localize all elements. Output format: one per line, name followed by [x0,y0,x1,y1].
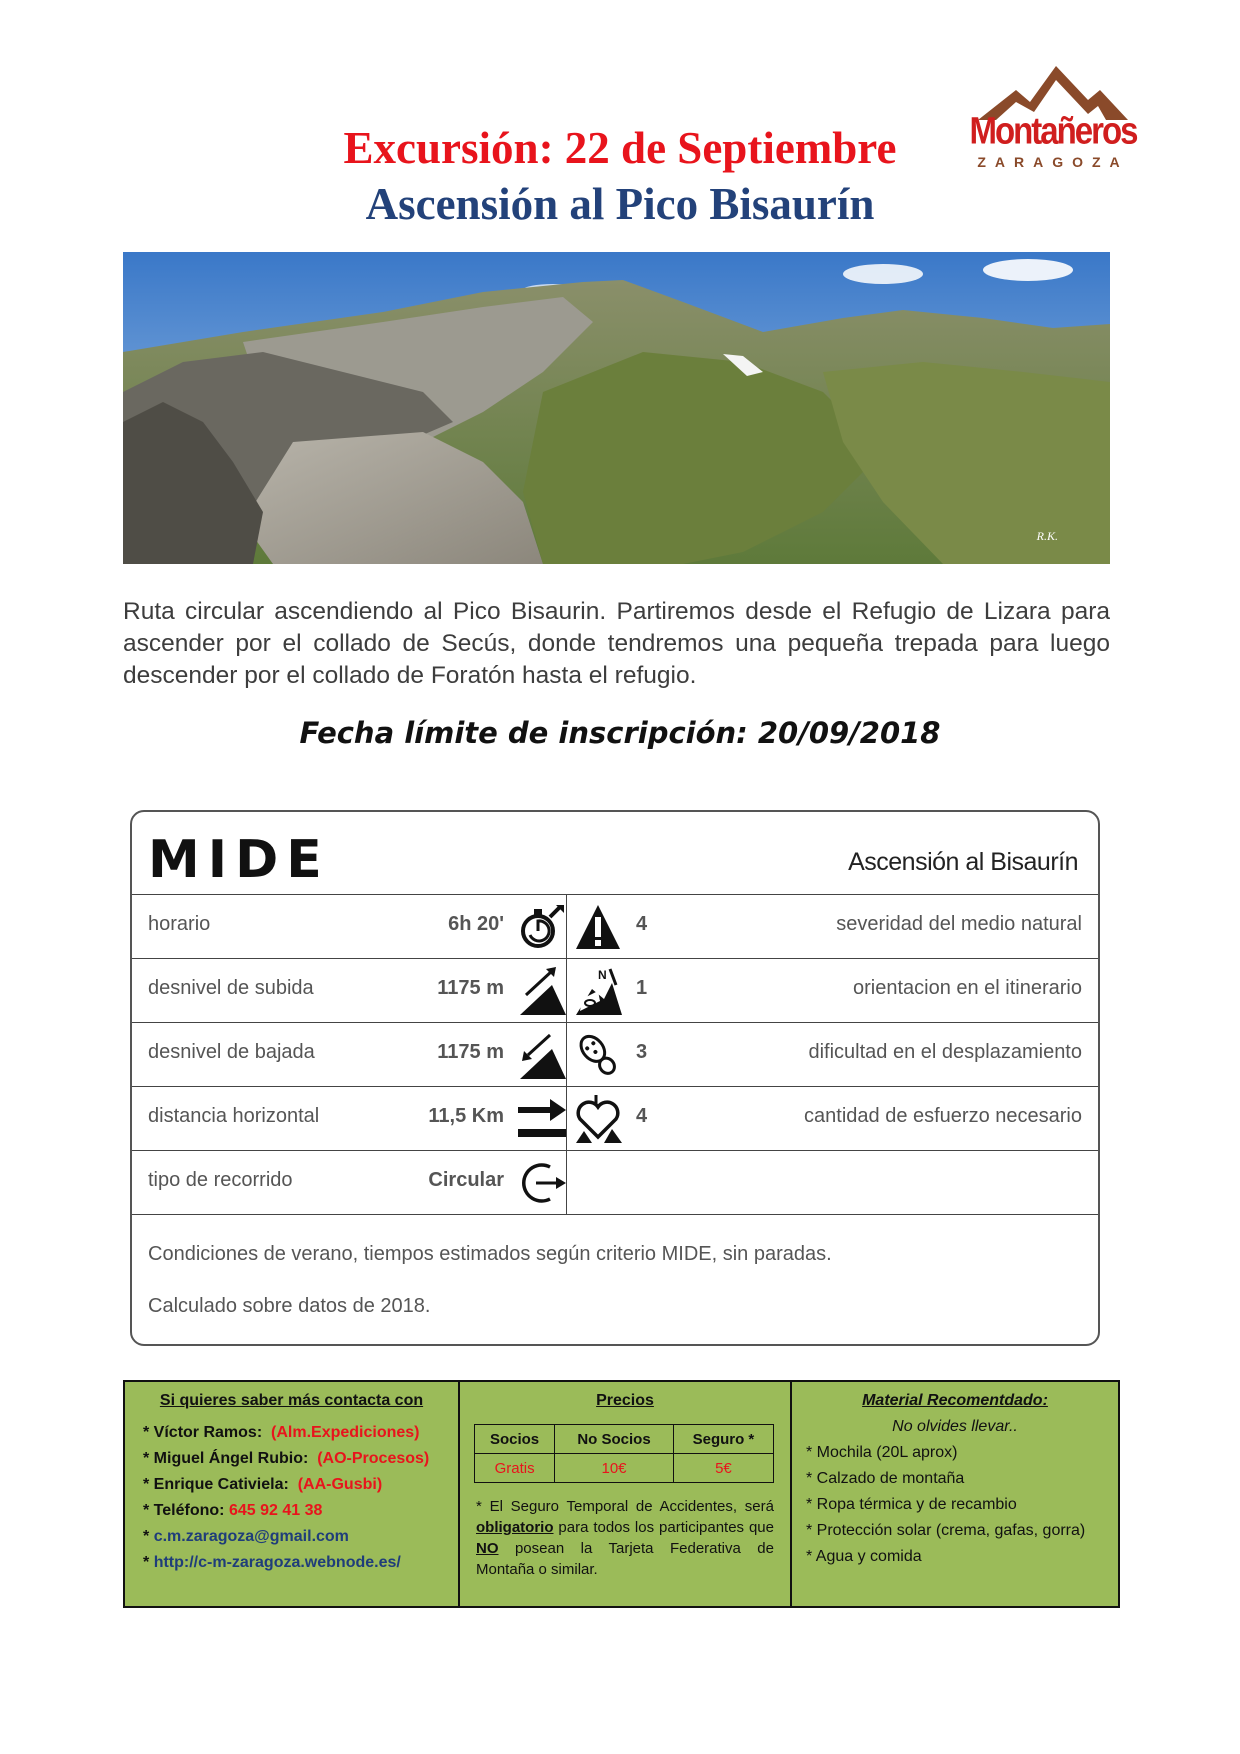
material-heading: Material Recomentdado: [862,1392,1048,1409]
registration-deadline: Fecha límite de inscripción: 20/09/2018 [299,716,941,750]
mountain-photo [123,252,1110,564]
material-item: * Mochila (20L aprox) [806,1444,958,1461]
mide-row [132,1022,1098,1087]
mide-value: 1175 m [437,977,504,999]
mide-right-label: orientacion en el itinerario [852,977,1082,999]
contact-heading: Si quieres saber más contacta con [159,1392,424,1409]
mide-panel [130,810,1100,1346]
mide-label: horario [148,913,211,935]
distance-arrow-icon [516,1093,568,1145]
contact-email[interactable]: * c.m.zaragoza@gmail.com [143,1528,349,1545]
price-value: Gratis [475,1454,555,1483]
price-value: 5€ [673,1454,773,1483]
material-item: * Agua y comida [806,1548,922,1565]
mide-value: Circular [428,1169,504,1191]
logo-city: ZARAGOZA [977,154,1129,170]
contact-person: * Víctor Ramos: (Alm.Expediciones) [143,1424,420,1441]
mide-value: 1175 m [437,1041,504,1063]
contact-web-link[interactable]: * http://c-m-zaragoza.webnode.es/ [143,1554,401,1571]
prices-column [460,1382,792,1606]
mide-score: 4 [636,1105,648,1127]
mide-note: Condiciones de verano, tiempos estimados según criterio MIDE, sin paradas. [148,1243,832,1265]
price-header: Socios [475,1425,555,1454]
material-column [792,1382,1118,1606]
mide-value: 6h 20' [448,913,504,935]
photo-credit: R.K. [1036,529,1058,543]
mide-label: distancia horizontal [148,1105,320,1127]
prices-heading: Precios [596,1392,654,1409]
descent-icon [516,1029,568,1081]
mide-row [132,1150,1098,1215]
mide-label: desnivel de bajada [148,1041,315,1063]
material-item: * Protección solar (crema, gafas, gorra) [806,1522,1086,1539]
compass-map-icon [572,965,624,1017]
heart-effort-icon [572,1093,624,1145]
contact-column [125,1382,460,1606]
mide-score: 3 [636,1041,648,1063]
mide-note: Calculado sobre datos de 2018. [148,1295,431,1317]
material-subheading: No olvides llevar.. [892,1418,1018,1435]
contact-person: * Miguel Ángel Rubio: (AO-Procesos) [143,1450,430,1467]
ascent-icon [516,965,568,1017]
prices-table [474,1424,774,1483]
mide-row [132,958,1098,1023]
footprint-icon [572,1029,624,1081]
mide-right-label: severidad del medio natural [836,913,1082,935]
page-title: Excursión: 22 de Septiembre [343,123,897,173]
mide-label: tipo de recorrido [148,1169,293,1191]
circular-route-icon [516,1157,568,1209]
stopwatch-icon [516,901,568,953]
mide-row [132,1086,1098,1151]
price-header: Seguro * [673,1425,773,1454]
material-item: * Calzado de montaña [806,1470,965,1487]
mide-notes [132,1214,1098,1346]
logo-name: Montañeros [969,109,1137,152]
page-subtitle: Ascensión al Pico Bisaurín [365,179,875,229]
price-header: No Socios [555,1425,674,1454]
insurance-note: * El Seguro Temporal de Accidentes, será obligatorio para todos los participantes que NO posean la Tarjeta Federativa de Montaña o similar. [476,1498,774,1578]
club-logo [968,62,1138,172]
contact-person: * Enrique Cativiela: (AA-Gusbi) [143,1476,383,1493]
route-description: Ruta circular ascendiendo al Pico Bisaurin. Partiremos desde el Refugio de Lizara para ascender por el collado de Secús, donde tendremos una pequeña trepada para luego descender por el collado de Foratón hasta el refugio. [123,598,1110,689]
mide-logo: MIDE [148,830,330,890]
mide-route-name: Ascensión al Bisaurín [848,848,1078,876]
price-value: 10€ [555,1454,674,1483]
mide-score: 4 [636,913,648,935]
info-panel [123,1380,1120,1608]
mide-value: 11,5 Km [428,1105,504,1127]
contact-phone: * Teléfono: 645 92 41 38 [143,1502,323,1519]
mide-right-label: cantidad de esfuerzo necesario [804,1105,1082,1127]
warning-icon [572,901,624,953]
mide-right-label: dificultad en el desplazamiento [808,1041,1082,1063]
mide-row [132,894,1098,959]
mide-score: 1 [636,977,648,999]
mide-label: desnivel de subida [148,977,314,999]
svg-text:N: N [598,968,607,982]
material-item: * Ropa térmica y de recambio [806,1496,1017,1513]
